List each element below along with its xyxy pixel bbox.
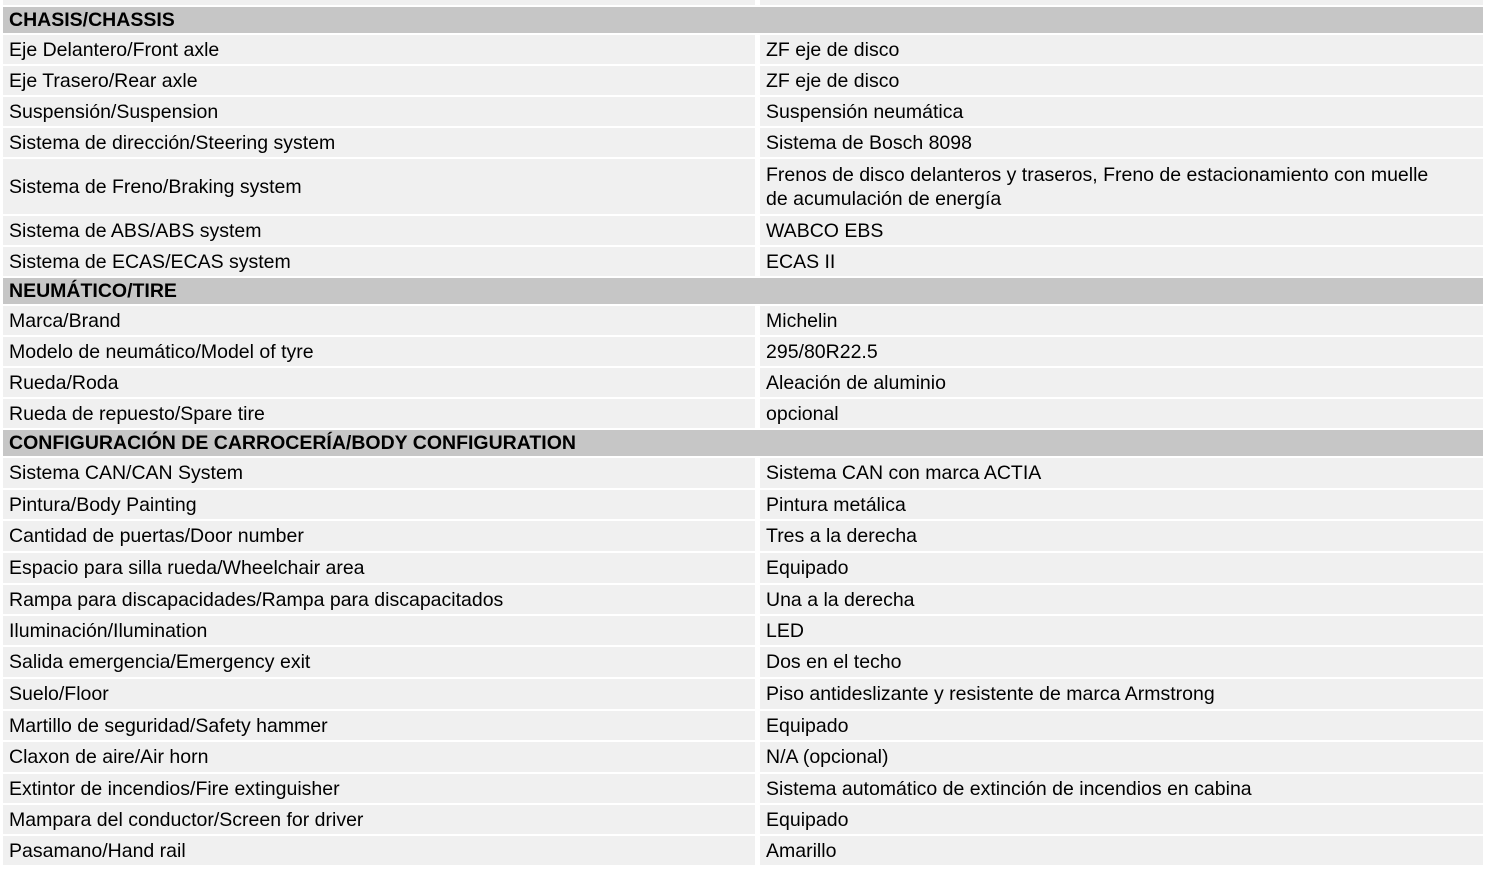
row-value: Amarillo [760, 836, 1483, 865]
row-label: Suspensión/Suspension [3, 97, 755, 126]
table-row [3, 159, 1483, 214]
table-row [3, 368, 1483, 397]
table-row [3, 742, 1483, 772]
row-value: Sistema de Bosch 8098 [760, 128, 1483, 157]
table-row [3, 216, 1483, 245]
row-label: Sistema de ECAS/ECAS system [3, 247, 755, 276]
table-row [3, 585, 1483, 614]
table-row [3, 774, 1483, 803]
row-value: Una a la derecha [760, 585, 1483, 614]
row-label: Pintura/Body Painting [3, 490, 755, 519]
row-value: Dos en el techo [760, 647, 1483, 677]
table-row [3, 647, 1483, 677]
row-label: Pasamano/Hand rail [3, 836, 755, 865]
table-row [3, 679, 1483, 709]
row-label: Espacio para silla rueda/Wheelchair area [3, 553, 755, 583]
row-value: LED [760, 616, 1483, 645]
row-label: Claxon de aire/Air horn [3, 742, 755, 772]
row-value: Frenos de disco delanteros y traseros, Freno de estacionamiento con muelle de acumulación de energía [760, 159, 1483, 214]
row-value: opcional [760, 399, 1483, 428]
table-row [3, 490, 1483, 519]
row-label: Martillo de seguridad/Safety hammer [3, 711, 755, 740]
table-row [3, 97, 1483, 126]
row-value: ZF eje de disco [760, 35, 1483, 64]
row-value: Equipado [760, 805, 1483, 834]
row-label: Eje Trasero/Rear axle [3, 66, 755, 95]
row-value: Pintura metálica [760, 490, 1483, 519]
row-value: Suspensión neumática [760, 97, 1483, 126]
row-label: Iluminación/Ilumination [3, 616, 755, 645]
table-row [3, 616, 1483, 645]
section-header-body-configuration: CONFIGURACIÓN DE CARROCERÍA/BODY CONFIGURATION [3, 430, 1483, 456]
table-row [3, 35, 1483, 64]
row-value: Piso antideslizante y resistente de marca Armstrong [760, 679, 1483, 709]
row-value: Equipado [760, 711, 1483, 740]
row-label: Sistema CAN/CAN System [3, 458, 755, 488]
row-label: Cantidad de puertas/Door number [3, 521, 755, 551]
row-value: Tres a la derecha [760, 521, 1483, 551]
row-value: 295/80R22.5 [760, 337, 1483, 366]
row-label: Marca/Brand [3, 306, 755, 335]
row-label: Mampara del conductor/Screen for driver [3, 805, 755, 834]
table-row [3, 711, 1483, 740]
row-value: ZF eje de disco [760, 66, 1483, 95]
row-value: Sistema CAN con marca ACTIA [760, 458, 1483, 488]
table-row [3, 399, 1483, 428]
row-label: Modelo de neumático/Model of tyre [3, 337, 755, 366]
row-value: WABCO EBS [760, 216, 1483, 245]
row-label: Sistema de ABS/ABS system [3, 216, 755, 245]
row-value: N/A (opcional) [760, 742, 1483, 772]
table-row [3, 458, 1483, 488]
previous-row-label-fragment [3, 0, 755, 5]
row-label: Rueda/Roda [3, 368, 755, 397]
section-header-chassis: CHASIS/CHASSIS [3, 7, 1483, 33]
row-label: Sistema de dirección/Steering system [3, 128, 755, 157]
table-row [3, 306, 1483, 335]
table-row [3, 128, 1483, 157]
row-label: Suelo/Floor [3, 679, 755, 709]
table-row [3, 553, 1483, 583]
row-label: Rampa para discapacidades/Rampa para discapacitados [3, 585, 755, 614]
row-label: Rueda de repuesto/Spare tire [3, 399, 755, 428]
row-label: Extintor de incendios/Fire extinguisher [3, 774, 755, 803]
table-row [3, 337, 1483, 366]
table-row [3, 521, 1483, 551]
previous-row-fragment [3, 0, 1483, 5]
row-value: Michelin [760, 306, 1483, 335]
table-row [3, 66, 1483, 95]
row-value: Equipado [760, 553, 1483, 583]
row-label: Sistema de Freno/Braking system [3, 159, 755, 214]
table-row [3, 836, 1483, 865]
row-value: ECAS II [760, 247, 1483, 276]
row-value: Sistema automático de extinción de incendios en cabina [760, 774, 1483, 803]
previous-row-value-fragment [760, 0, 1483, 5]
table-row [3, 247, 1483, 276]
row-label: Eje Delantero/Front axle [3, 35, 755, 64]
spec-table [3, 0, 1483, 867]
row-label: Salida emergencia/Emergency exit [3, 647, 755, 677]
section-header-tire: NEUMÁTICO/TIRE [3, 278, 1483, 304]
table-row [3, 805, 1483, 834]
row-value: Aleación de aluminio [760, 368, 1483, 397]
